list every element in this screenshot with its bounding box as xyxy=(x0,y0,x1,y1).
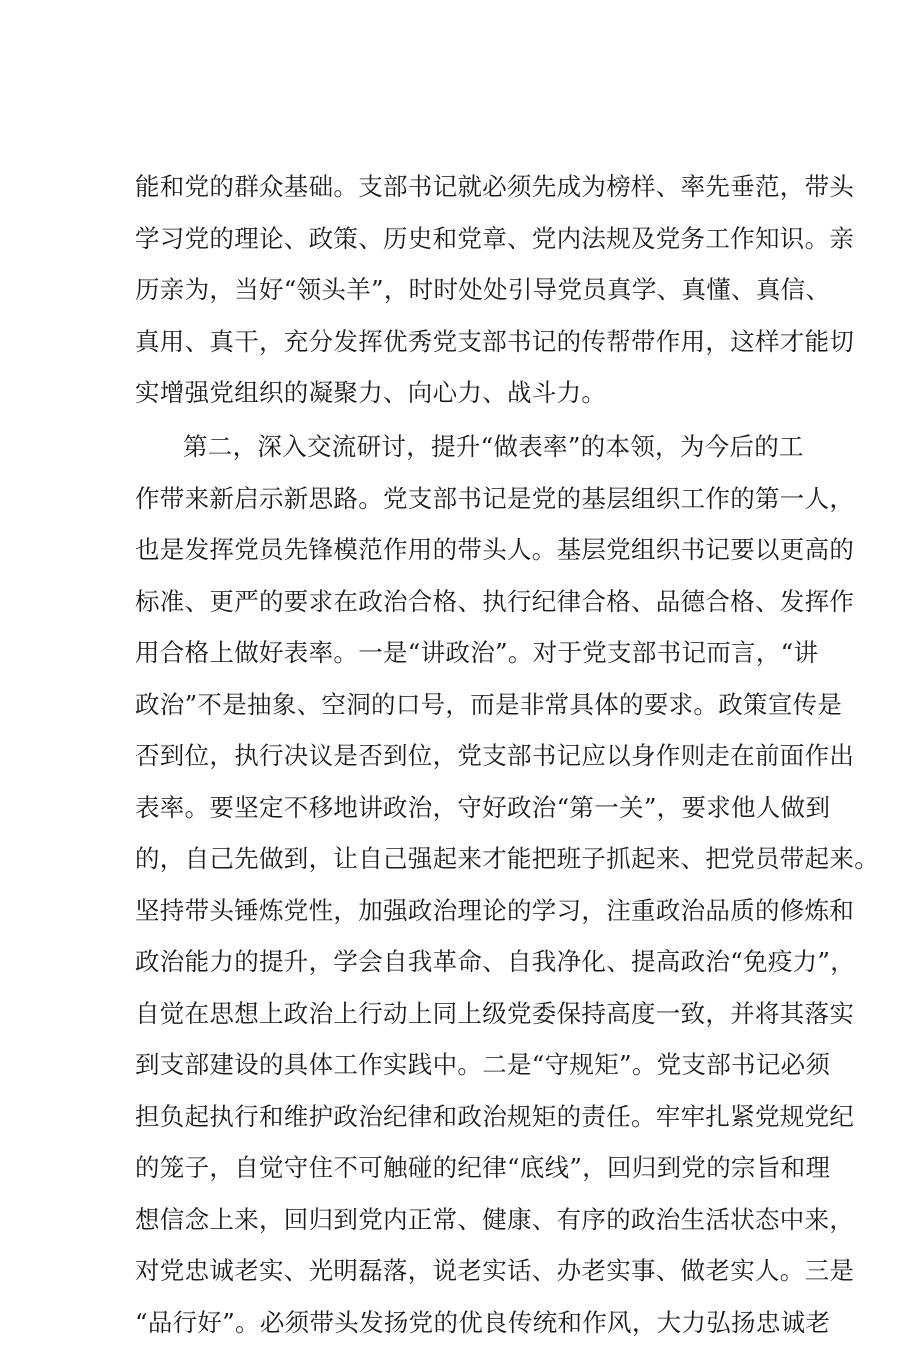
paragraph-line: 坚持带头锤炼党性，加强政治理论的学习，注重政治品质的修炼和 xyxy=(135,885,800,937)
paragraph-line: 能和党的群众基础。支部书记就必须先成为榜样、率先垂范，带头 xyxy=(135,161,800,213)
paragraph-line: 否到位，执行决议是否到位，党支部书记应以身作则走在前面作出 xyxy=(135,730,800,782)
paragraph-line: 标准、更严的要求在政治合格、执行纪律合格、品德合格、发挥作 xyxy=(135,576,800,628)
paragraph-line: “品行好”。必须带头发扬党的优良传统和作风，大力弘扬忠诚老 xyxy=(135,1297,800,1348)
paragraph-line: 表率。要坚定不移地讲政治，守好政治“第一关”，要求他人做到 xyxy=(135,782,800,834)
paragraph-line: 第二，深入交流研讨，提升“做表率”的本领，为今后的工 xyxy=(135,421,800,473)
paragraph-line: 学习党的理论、政策、历史和党章、党内法规及党务工作知识。亲 xyxy=(135,213,800,265)
paragraph-line: 历亲为，当好“领头羊”，时时处处引导党员真学、真懂、真信、 xyxy=(135,264,800,316)
paragraph-line: 政治”不是抽象、空洞的口号，而是非常具体的要求。政策宣传是 xyxy=(135,679,800,731)
paragraph-line: 想信念上来，回归到党内正常、健康、有序的政治生活状态中来， xyxy=(135,1194,800,1246)
paragraph-line: 对党忠诚老实、光明磊落，说老实话、办老实事、做老实人。三是 xyxy=(135,1245,800,1297)
paragraph-line: 作带来新启示新思路。党支部书记是党的基层组织工作的第一人， xyxy=(135,473,800,525)
paragraph-line: 的，自己先做到，让自己强起来才能把班子抓起来、把党员带起来。 xyxy=(135,833,800,885)
paragraph-line: 政治能力的提升，学会自我革命、自我净化、提高政治“免疫力”， xyxy=(135,936,800,988)
paragraph-2 xyxy=(135,421,800,1348)
paragraph-line: 的笼子，自觉守住不可触碰的纪律“底线”，回归到党的宗旨和理 xyxy=(135,1142,800,1194)
paragraph-line: 用合格上做好表率。一是“讲政治”。对于党支部书记而言，“讲 xyxy=(135,627,800,679)
paragraph-line: 到支部建设的具体工作实践中。二是“守规矩”。党支部书记必须 xyxy=(135,1039,800,1091)
paragraph-line: 真用、真干，充分发挥优秀党支部书记的传帮带作用，这样才能切 xyxy=(135,316,800,368)
paragraph-line: 担负起执行和维护政治纪律和政治规矩的责任。牢牢扎紧党规党纪 xyxy=(135,1091,800,1143)
paragraph-line: 实增强党组织的凝聚力、向心力、战斗力。 xyxy=(135,367,800,419)
paragraph-line: 也是发挥党员先锋模范作用的带头人。基层党组织书记要以更高的 xyxy=(135,524,800,576)
paragraph-line: 自觉在思想上政治上行动上同上级党委保持高度一致，并将其落实 xyxy=(135,988,800,1040)
paragraph-1 xyxy=(135,161,800,419)
